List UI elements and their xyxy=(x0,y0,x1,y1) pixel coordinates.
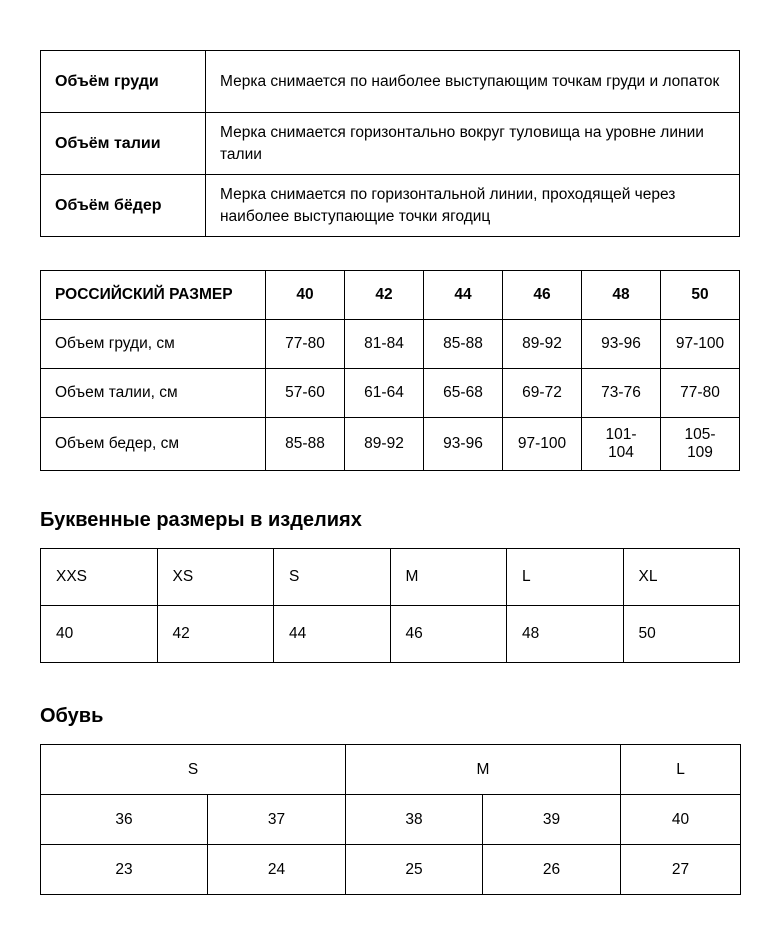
table-cell: 101-104 xyxy=(582,418,661,471)
table-row xyxy=(41,175,740,237)
table-cell: 89-92 xyxy=(345,418,424,471)
table-cell: 97-100 xyxy=(661,320,740,369)
table-cell: 39 xyxy=(483,795,621,845)
table-cell: 25 xyxy=(346,845,483,895)
measurement-description: Мерка снимается по горизонтальной линии, проходящей через наиболее выступающие точки ягодиц xyxy=(206,175,740,237)
table-row xyxy=(41,418,740,471)
table-cell: 46 xyxy=(390,606,507,663)
column-header: M xyxy=(346,745,621,795)
table-cell: 38 xyxy=(346,795,483,845)
column-header: 48 xyxy=(582,271,661,320)
table-cell: 81-84 xyxy=(345,320,424,369)
table-cell: 93-96 xyxy=(424,418,503,471)
column-header: S xyxy=(41,745,346,795)
letter-sizes-table xyxy=(40,548,740,663)
column-header: S xyxy=(274,549,391,606)
row-label: Объем бедер, см xyxy=(41,418,266,471)
measurement-description: Мерка снимается горизонтально вокруг туловища на уровне линии талии xyxy=(206,113,740,175)
table-row xyxy=(41,795,741,845)
table-cell: 69-72 xyxy=(503,369,582,418)
table-cell: 37 xyxy=(208,795,346,845)
table-cell: 73-76 xyxy=(582,369,661,418)
table-cell: 36 xyxy=(41,795,208,845)
column-header: 40 xyxy=(266,271,345,320)
table-cell: 57-60 xyxy=(266,369,345,418)
measurement-label: Объём талии xyxy=(41,113,206,175)
russian-sizes-table xyxy=(40,270,740,471)
column-header: 42 xyxy=(345,271,424,320)
column-header: M xyxy=(390,549,507,606)
column-header: 50 xyxy=(661,271,740,320)
measurement-label: Объём бёдер xyxy=(41,175,206,237)
table-row xyxy=(41,845,741,895)
table-row xyxy=(41,369,740,418)
table-cell: 40 xyxy=(621,795,741,845)
row-label: Объем талии, см xyxy=(41,369,266,418)
column-header: РОССИЙСКИЙ РАЗМЕР xyxy=(41,271,266,320)
column-header: XXS xyxy=(41,549,158,606)
table-cell: 61-64 xyxy=(345,369,424,418)
measurements-table xyxy=(40,50,740,237)
column-header: 44 xyxy=(424,271,503,320)
column-header: L xyxy=(621,745,741,795)
table-cell: 48 xyxy=(507,606,624,663)
shoes-title: Обувь xyxy=(40,705,104,727)
table-cell: 85-88 xyxy=(424,320,503,369)
table-cell: 40 xyxy=(41,606,158,663)
letter-sizes-title: Буквенные размеры в изделиях xyxy=(40,509,362,531)
table-cell: 27 xyxy=(621,845,741,895)
table-cell: 93-96 xyxy=(582,320,661,369)
table-row xyxy=(41,51,740,113)
column-header: XS xyxy=(157,549,274,606)
table-row xyxy=(41,113,740,175)
table-cell: 85-88 xyxy=(266,418,345,471)
table-cell: 42 xyxy=(157,606,274,663)
table-cell: 77-80 xyxy=(661,369,740,418)
table-cell: 65-68 xyxy=(424,369,503,418)
table-cell: 44 xyxy=(274,606,391,663)
table-header-row xyxy=(41,745,741,795)
table-row xyxy=(41,606,740,663)
measurement-description: Мерка снимается по наиболее выступающим точкам груди и лопаток xyxy=(206,51,740,113)
column-header: XL xyxy=(623,549,740,606)
table-cell: 89-92 xyxy=(503,320,582,369)
table-header-row xyxy=(41,549,740,606)
table-cell: 50 xyxy=(623,606,740,663)
column-header: L xyxy=(507,549,624,606)
table-cell: 97-100 xyxy=(503,418,582,471)
table-header-row xyxy=(41,271,740,320)
table-cell: 26 xyxy=(483,845,621,895)
table-row xyxy=(41,320,740,369)
table-cell: 105-109 xyxy=(661,418,740,471)
table-cell: 24 xyxy=(208,845,346,895)
row-label: Объем груди, см xyxy=(41,320,266,369)
table-cell: 23 xyxy=(41,845,208,895)
shoes-table xyxy=(40,744,741,895)
column-header: 46 xyxy=(503,271,582,320)
measurement-label: Объём груди xyxy=(41,51,206,113)
table-cell: 77-80 xyxy=(266,320,345,369)
